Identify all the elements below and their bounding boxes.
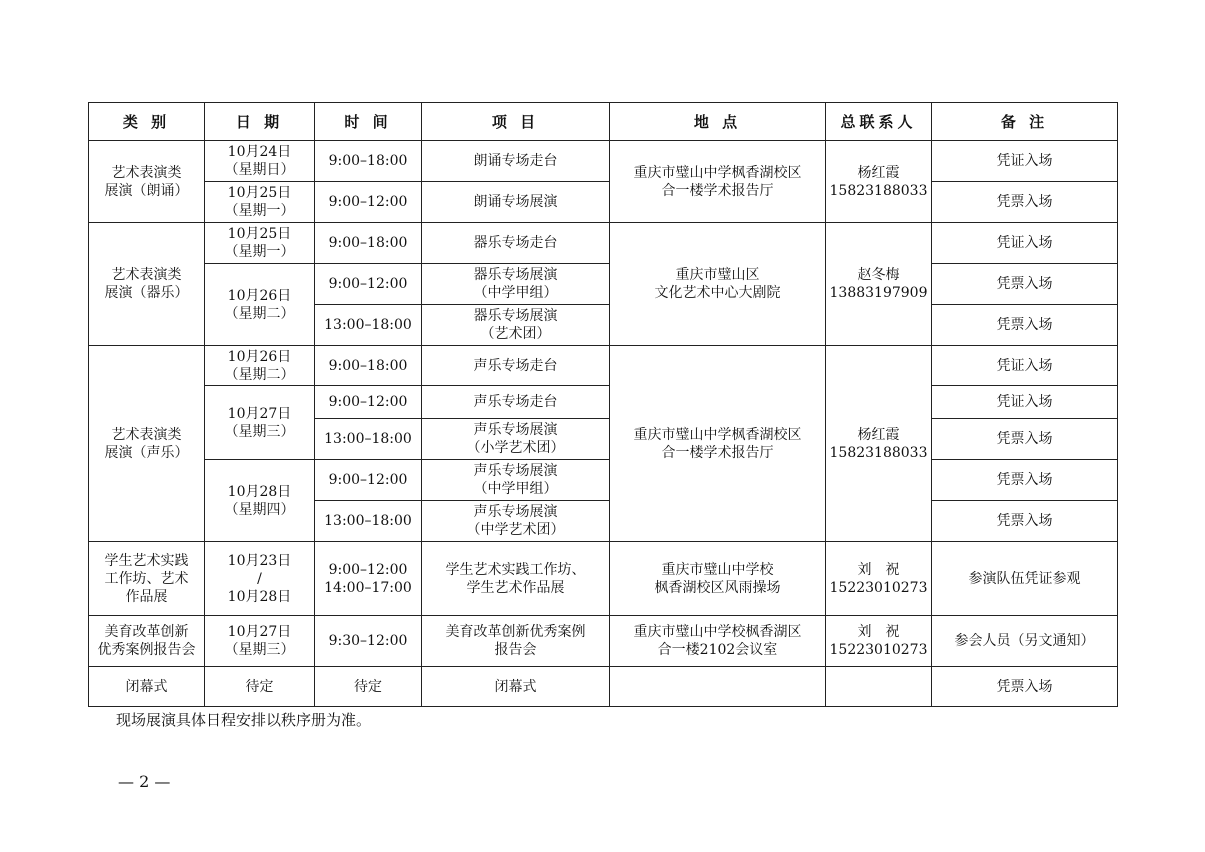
table-row	[89, 346, 1118, 386]
item-cell: 声乐专场展演 （小学艺术团）	[422, 419, 610, 460]
item-cell: 美育改革创新优秀案例 报告会	[422, 616, 610, 667]
note-cell: 凭票入场	[932, 182, 1118, 223]
table-row	[89, 223, 1118, 264]
table-row	[89, 542, 1118, 616]
note-cell: 凭票入场	[932, 419, 1118, 460]
date-cell: 10月23日 / 10月28日	[205, 542, 315, 616]
time-cell: 13:00–18:00	[315, 419, 422, 460]
header-row	[89, 103, 1118, 141]
time-cell: 9:00–18:00	[315, 141, 422, 182]
header-note: 备 注	[932, 103, 1118, 141]
footnote: 现场展演具体日程安排以秩序册为准。	[116, 711, 372, 729]
item-cell: 学生艺术实践工作坊、 学生艺术作品展	[422, 542, 610, 616]
header-contact: 总联系人	[826, 103, 932, 141]
time-cell: 9:00–18:00	[315, 346, 422, 386]
item-cell: 闭幕式	[422, 667, 610, 707]
table-row	[89, 667, 1118, 707]
time-cell: 9:00–12:00	[315, 460, 422, 501]
contact-cell: 刘 祝 15223010273	[826, 542, 932, 616]
date-cell: 10月28日 （星期四）	[205, 460, 315, 542]
location-cell: 重庆市璧山中学枫香湖校区 合一楼学术报告厅	[610, 141, 826, 223]
note-cell: 凭票入场	[932, 667, 1118, 707]
table-row	[89, 386, 1118, 419]
item-cell: 朗诵专场走台	[422, 141, 610, 182]
date-cell: 10月25日 （星期一）	[205, 223, 315, 264]
item-cell: 朗诵专场展演	[422, 182, 610, 223]
location-cell	[610, 667, 826, 707]
table-row	[89, 264, 1118, 305]
category-cell: 美育改革创新 优秀案例报告会	[89, 616, 205, 667]
note-cell: 凭证入场	[932, 346, 1118, 386]
category-cell: 学生艺术实践 工作坊、艺术 作品展	[89, 542, 205, 616]
category-cell: 闭幕式	[89, 667, 205, 707]
note-cell: 凭票入场	[932, 460, 1118, 501]
time-cell: 待定	[315, 667, 422, 707]
time-cell: 9:00–18:00	[315, 223, 422, 264]
time-cell: 9:30–12:00	[315, 616, 422, 667]
date-cell: 10月27日 （星期三）	[205, 616, 315, 667]
schedule-table	[88, 102, 1118, 707]
item-cell: 器乐专场展演 （艺术团）	[422, 305, 610, 346]
time-cell: 13:00–18:00	[315, 501, 422, 542]
time-cell: 9:00–12:00	[315, 386, 422, 419]
contact-cell: 杨红霞 15823188033	[826, 141, 932, 223]
header-time: 时 间	[315, 103, 422, 141]
header-item: 项 目	[422, 103, 610, 141]
note-cell: 凭证入场	[932, 386, 1118, 419]
time-cell: 13:00–18:00	[315, 305, 422, 346]
header-date: 日 期	[205, 103, 315, 141]
date-cell: 10月26日 （星期二）	[205, 346, 315, 386]
item-cell: 声乐专场展演 （中学甲组）	[422, 460, 610, 501]
location-cell: 重庆市璧山中学校枫香湖区 合一楼2102会议室	[610, 616, 826, 667]
note-cell: 凭证入场	[932, 223, 1118, 264]
time-cell: 9:00–12:00 14:00–17:00	[315, 542, 422, 616]
item-cell: 声乐专场走台	[422, 346, 610, 386]
header-location: 地 点	[610, 103, 826, 141]
date-cell: 10月26日 （星期二）	[205, 264, 315, 346]
item-cell: 声乐专场走台	[422, 386, 610, 419]
item-cell: 器乐专场走台	[422, 223, 610, 264]
category-cell: 艺术表演类 展演（朗诵）	[89, 141, 205, 223]
note-cell: 参会人员（另文通知）	[932, 616, 1118, 667]
table-row	[89, 141, 1118, 182]
date-cell: 10月24日 （星期日）	[205, 141, 315, 182]
contact-cell: 杨红霞 15823188033	[826, 346, 932, 542]
time-cell: 9:00–12:00	[315, 264, 422, 305]
header-category: 类 别	[89, 103, 205, 141]
item-cell: 声乐专场展演 （中学艺术团）	[422, 501, 610, 542]
note-cell: 参演队伍凭证参观	[932, 542, 1118, 616]
contact-cell: 刘 祝 15223010273	[826, 616, 932, 667]
date-cell: 待定	[205, 667, 315, 707]
item-cell: 器乐专场展演 （中学甲组）	[422, 264, 610, 305]
location-cell: 重庆市璧山中学枫香湖校区 合一楼学术报告厅	[610, 346, 826, 542]
table-row	[89, 460, 1118, 501]
contact-cell	[826, 667, 932, 707]
time-cell: 9:00–12:00	[315, 182, 422, 223]
contact-cell: 赵冬梅 13883197909	[826, 223, 932, 346]
location-cell: 重庆市璧山区 文化艺术中心大剧院	[610, 223, 826, 346]
location-cell: 重庆市璧山中学校 枫香湖校区风雨操场	[610, 542, 826, 616]
date-cell: 10月27日 （星期三）	[205, 386, 315, 460]
category-cell: 艺术表演类 展演（声乐）	[89, 346, 205, 542]
note-cell: 凭票入场	[932, 501, 1118, 542]
note-cell: 凭票入场	[932, 264, 1118, 305]
table-row	[89, 616, 1118, 667]
note-cell: 凭证入场	[932, 141, 1118, 182]
category-cell: 艺术表演类 展演（器乐）	[89, 223, 205, 346]
table-row	[89, 182, 1118, 223]
page-number: — 2 —	[118, 772, 171, 791]
date-cell: 10月25日 （星期一）	[205, 182, 315, 223]
note-cell: 凭票入场	[932, 305, 1118, 346]
